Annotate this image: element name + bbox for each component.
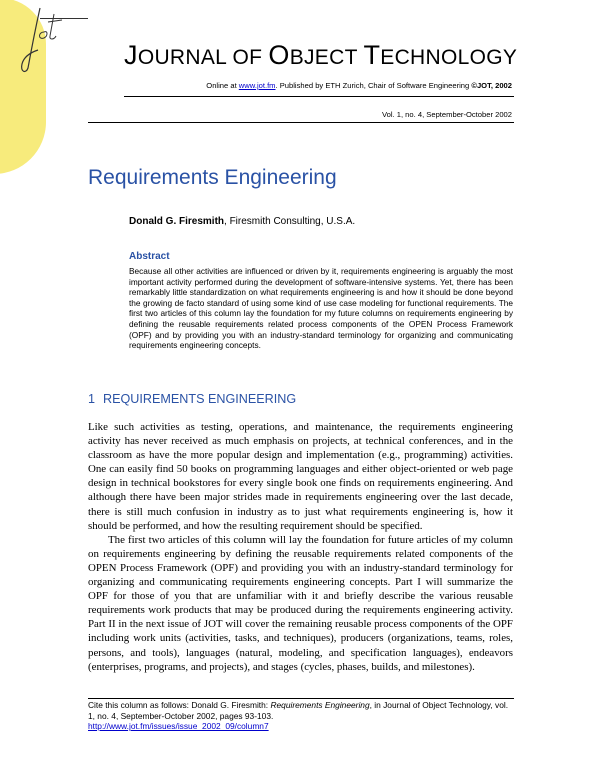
journal-website-link[interactable]: www.jot.fm bbox=[238, 81, 276, 90]
journal-title-initial-t: T bbox=[363, 40, 381, 70]
publisher-text: . Published by ETH Zurich, Chair of Software Engineering bbox=[275, 81, 472, 90]
author-name: Donald G. Firesmith bbox=[129, 216, 225, 227]
header-divider bbox=[124, 96, 514, 97]
journal-title-word-echnology: ECHNOLOGY bbox=[380, 46, 518, 69]
paper-title: Requirements Engineering bbox=[88, 166, 337, 189]
publication-info bbox=[206, 81, 512, 90]
journal-title-word-bject: BJECT bbox=[289, 46, 364, 69]
online-prefix: Online at bbox=[206, 81, 239, 90]
section-title: REQUIREMENTS ENGINEERING bbox=[103, 392, 297, 406]
journal-title-initial-o: O bbox=[268, 40, 290, 70]
abstract-text: Because all other activities are influenced or driven by it, requirements engineering is arguably the most important activity performed during the development of software-intensive systems. Yet, there has been remarkably little standardization on what requirements engineering is and how it should be done beyond the growing de facto standard of using some kind of use case modeling for functional requirements. The first two articles of this column lay the foundation for my future columns on requirements engineering by defining the reusable requirements related process components of the OPEN Process Framework (OPF) and by providing you with an industry-standard terminology for organizing and communicating requirements engineering concepts. bbox=[129, 266, 513, 351]
logo-underline bbox=[40, 18, 88, 19]
citation-divider bbox=[88, 698, 514, 699]
body-text bbox=[88, 420, 513, 674]
jot-logo-script bbox=[18, 6, 92, 76]
volume-divider bbox=[88, 122, 514, 123]
copyright-text: ©JOT, 2002 bbox=[471, 81, 512, 90]
citation-title: Requirements Engineering bbox=[270, 700, 370, 710]
journal-title bbox=[124, 40, 584, 71]
citation-url-link[interactable]: http://www.jot.fm/issues/issue_2002_09/column7 bbox=[88, 721, 269, 732]
journal-title-word-ournal-of: OURNAL OF bbox=[137, 46, 269, 69]
author-affiliation: , Firesmith Consulting, U.S.A. bbox=[224, 216, 356, 227]
volume-info: Vol. 1, no. 4, September-October 2002 bbox=[381, 110, 512, 119]
body-paragraph-1: Like such activities as testing, operations, and maintenance, the requirements engineering activity has never received as much emphasis on projects, at technical conferences, and in the classroom as have the more popular design and implementation (e.g., programming) activities. One can easily find 50 books on programming languages and either object-oriented or web page design in technical bookstores for every single book one finds on requirements engineering. And although there have been major strides made in requirements engineering over the last decade, there is still much confusion in industry as to just what requirements engineering is, how it should be performed, and how the resulting requirement should be specified. bbox=[88, 421, 513, 532]
section-heading bbox=[88, 392, 304, 406]
body-paragraph-2: The first two articles of this column will lay the foundation for future articles of my column on requirements engineering by defining the reusable requirements related components of the OPEN Process Framework (OPF) and providing you with an industry-standard terminology for organizing and communicating requirements engineering concepts. Part I will summarize the OPF for those of you that are unfamiliar with it and briefly describe the various reusable requirements work products that may be produced during the requirements engineering activity. Part II in the next issue of JOT will cover the remaining reusable process components of the OPF including work units (activities, tasks, and techniques), producers (organizations, teams, roles, persons, and tools), languages (natural, modeling, and specification languages), endeavors (enterprises, programs, and projects), and stages (cycles, phases, builds, and milestones). bbox=[88, 533, 513, 673]
citation-suffix: , in Journal of Object Technology, vol. 1, no. 4, September-October 2002, pages 93-103. bbox=[88, 700, 509, 721]
section-number: 1 bbox=[88, 392, 96, 406]
citation-block bbox=[88, 700, 516, 732]
journal-title-initial-j: J bbox=[124, 40, 138, 70]
citation-prefix: Cite this column as follows: Donald G. Firesmith: bbox=[88, 700, 271, 710]
author-line bbox=[129, 216, 355, 227]
abstract-heading: Abstract bbox=[129, 251, 170, 262]
